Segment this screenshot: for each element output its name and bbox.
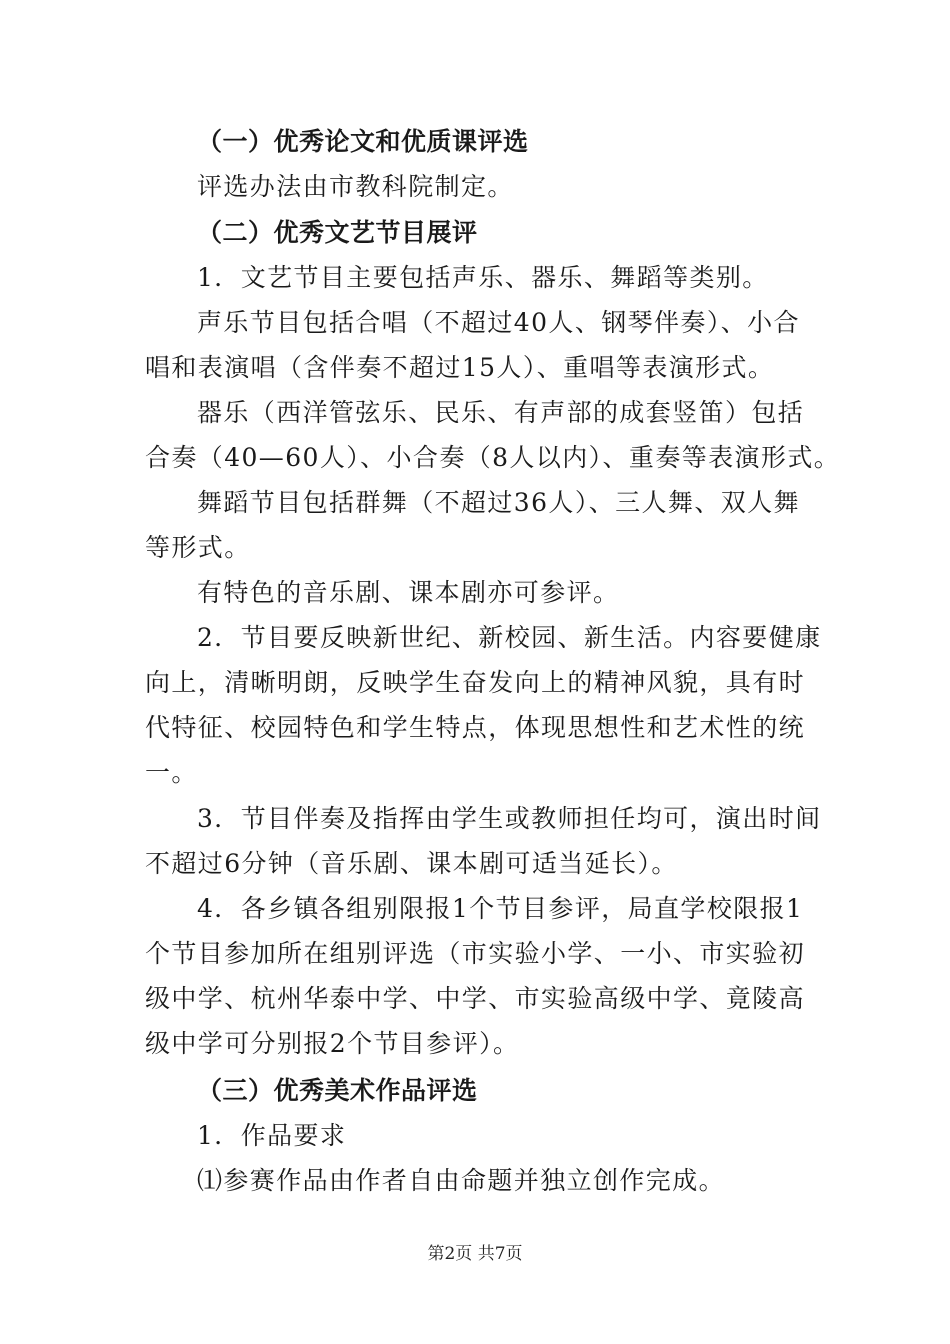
- paragraph-instrument-line1: 器乐（西洋管弦乐、民乐、有声部的成套竖笛）包括: [197, 398, 805, 427]
- paragraph-section3-item1: 1．作品要求: [197, 1121, 347, 1150]
- section-heading-2: （二）优秀文艺节目展评: [197, 218, 478, 247]
- paragraph-vocal-line2: 唱和表演唱（含伴奏不超过15人）、重唱等表演形式。: [145, 353, 775, 382]
- paragraph-item4-line1: 4．各乡镇各组别限报1个节目参评，局直学校限报1: [197, 894, 804, 923]
- paragraph-item3-line1: 3．节目伴奏及指挥由学生或教师担任均可，演出时间: [197, 804, 822, 833]
- paragraph-item4-line3: 级中学、杭州华泰中学、中学、市实验高级中学、竟陵高: [145, 984, 806, 1013]
- paragraph-vocal-line1: 声乐节目包括合唱（不超过40人、钢琴伴奏）、小合: [197, 308, 800, 337]
- paragraph-dance-line2: 等形式。: [145, 533, 251, 562]
- paragraph-section3-sub1: ⑴参赛作品由作者自由命题并独立创作完成。: [197, 1166, 726, 1195]
- section1-body: 评选办法由市教科院制定。: [197, 172, 514, 201]
- paragraph-item2-line4: 一。: [145, 758, 198, 787]
- paragraph-item3-line2: 不超过6分钟（音乐剧、课本剧可适当延长）。: [145, 849, 678, 878]
- paragraph-dance-line1: 舞蹈节目包括群舞（不超过36人）、三人舞、双人舞: [197, 488, 800, 517]
- page-number-footer: 第2页 共7页: [427, 1244, 523, 1264]
- section-heading-1: （一）优秀论文和优质课评选: [197, 127, 529, 156]
- paragraph-item2-line3: 代特征、校园特色和学生特点，体现思想性和艺术性的统: [145, 713, 806, 742]
- paragraph-item2-line1: 2．节目要反映新世纪、新校园、新生活。内容要健康: [197, 623, 822, 652]
- paragraph-item4-line2: 个节目参加所在组别评选（市实验小学、一小、市实验初: [145, 939, 806, 968]
- paragraph-item4-line4: 级中学可分别报2个节目参评）。: [145, 1029, 520, 1058]
- section-heading-3: （三）优秀美术作品评选: [197, 1076, 478, 1105]
- paragraph-item2-line2: 向上，清晰明朗，反映学生奋发向上的精神风貌，具有时: [145, 668, 806, 697]
- paragraph-item1: 1．文艺节目主要包括声乐、器乐、舞蹈等类别。: [197, 263, 769, 292]
- paragraph-drama: 有特色的音乐剧、课本剧亦可参评。: [197, 578, 620, 607]
- paragraph-instrument-line2: 合奏（40—60人）、小合奏（8人以内）、重奏等表演形式。: [145, 443, 841, 472]
